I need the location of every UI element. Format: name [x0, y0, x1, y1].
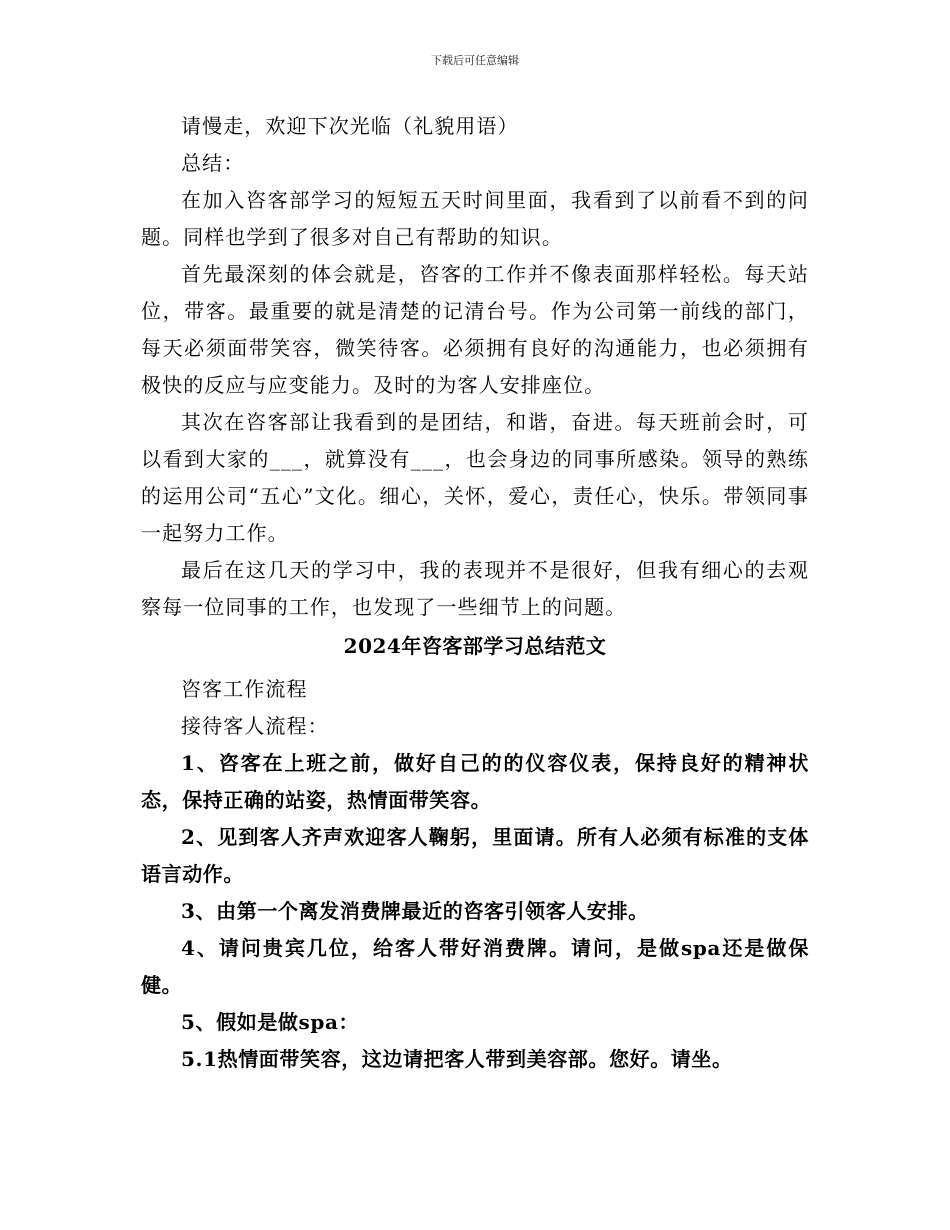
paragraph-summary-label: 总结：	[181, 151, 245, 175]
step-2: 2、见到客人齐声欢迎客人鞠躬，里面请。所有人必须有标准的支体语言动作。	[141, 825, 809, 886]
step-1: 1、咨客在上班之前，做好自己的的仪容仪表，保持良好的精神状态，保持正确的站姿，热情面带笑容。	[141, 751, 809, 812]
step-5: 5、假如是做spa：	[181, 1010, 360, 1034]
step-4: 4、请问贵宾几位，给客人带好消费牌。请问，是做spa还是做保健。	[141, 936, 809, 997]
document-body	[141, 108, 809, 1078]
page-header: 下载后可任意编辑	[431, 54, 519, 67]
section-title: 2024年咨客部学习总结范文	[343, 634, 607, 658]
step-3: 3、由第一个离发消费牌最近的咨客引领客人安排。	[181, 899, 649, 923]
paragraph-last: 最后在这几天的学习中，我的表现并不是很好，但我有细心的去观察每一位同事的工作，也发现了一些细节上的问题。	[141, 558, 809, 619]
paragraph-first: 首先最深刻的体会就是，咨客的工作并不像表面那样轻松。每天站位，带客。最重要的就是清楚的记清台号。作为公司第一前线的部门，每天必须面带笑容，微笑待客。必须拥有良好的沟通能力，也必须拥有极快的反应与应变能力。及时的为客人安排座位。	[141, 262, 809, 397]
step-5-1: 5.1热情面带笑容，这边请把客人带到美容部。您好。请坐。	[181, 1047, 733, 1071]
paragraph-intro: 在加入咨客部学习的短短五天时间里面，我看到了以前看不到的问题。同样也学到了很多对自己有帮助的知识。	[141, 188, 809, 249]
paragraph-workflow-label: 咨客工作流程	[181, 677, 308, 701]
paragraph-reception-label: 接待客人流程：	[181, 714, 329, 738]
paragraph-farewell: 请慢走，欢迎下次光临（礼貌用语）	[181, 114, 519, 138]
paragraph-second: 其次在咨客部让我看到的是团结，和谐，奋进。每天班前会时，可以看到大家的___，就算没有___，也会身边的同事所感染。领导的熟练的运用公司“五心”文化。细心，关怀，爱心，责任心，快乐。带领同事一起努力工作。	[141, 410, 809, 545]
